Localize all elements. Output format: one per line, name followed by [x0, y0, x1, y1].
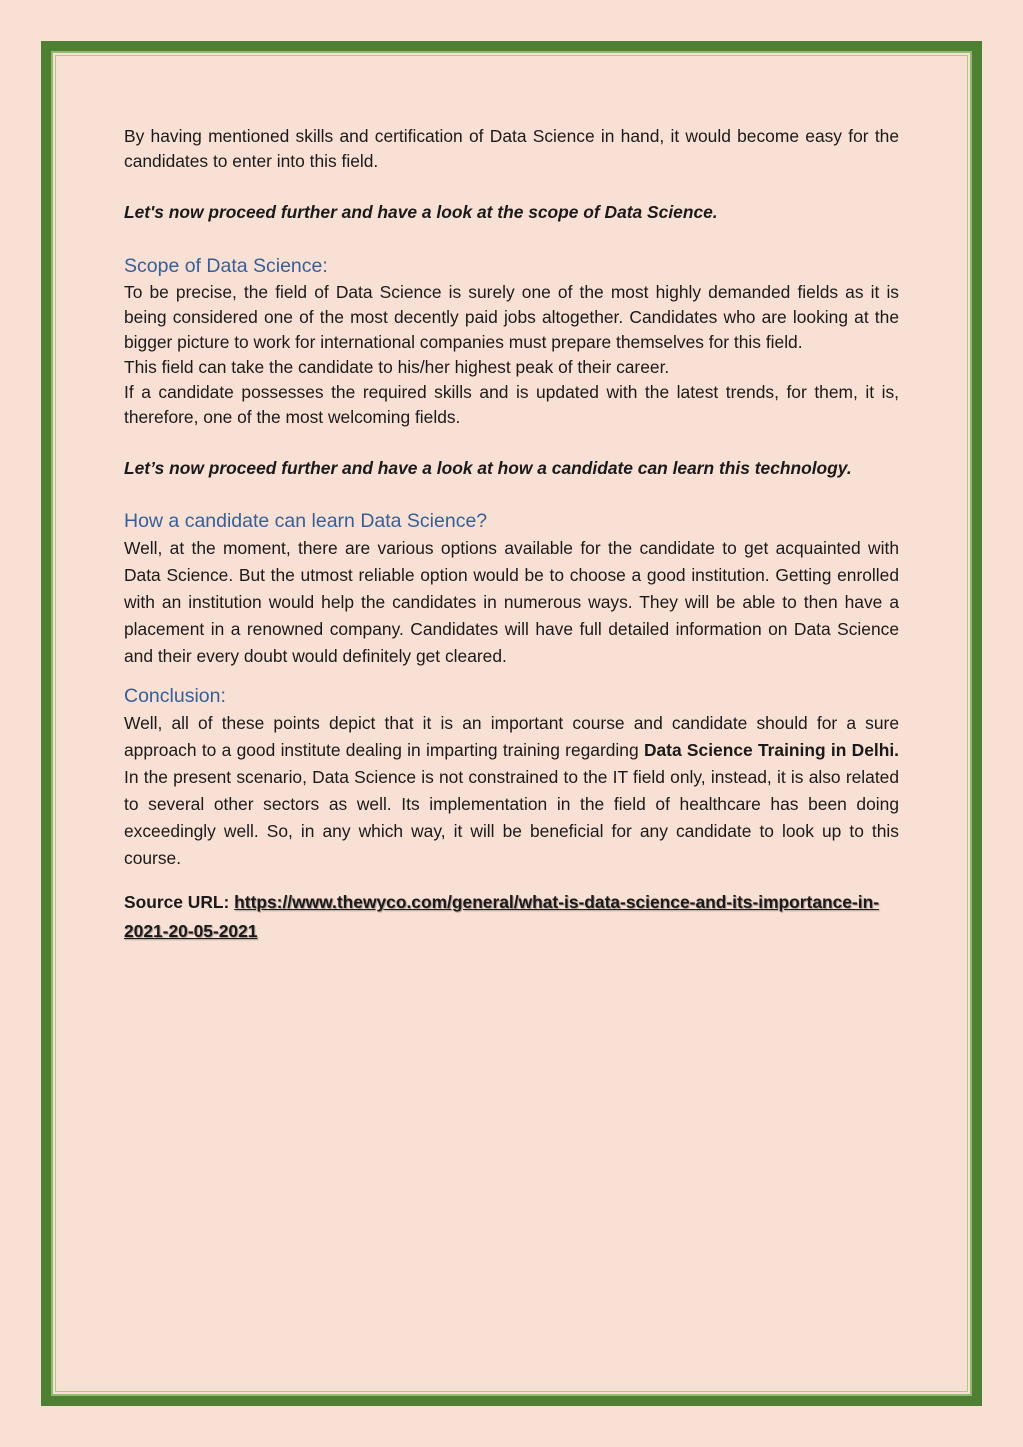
document-body [124, 124, 899, 946]
section-learn [124, 508, 899, 670]
source-url-link[interactable]: https://www.thewyco.com/general/what-is-data-science-and-its-importance-in-2021-20-05-2021 [124, 892, 880, 941]
conclusion-text-end: In the present scenario, Data Science is not constrained to the IT field only, instead, it is also related to several other sectors as well. Its implementation in the field of healthcare has been doing exceedingly well. So, in any which way, it will be beneficial for any candidate to look up to this course. [124, 767, 899, 868]
conclusion-text-start: Well, all of these points depict that it is an important course and candidate should for a sure approach to a good institute dealing in imparting training regarding [124, 713, 899, 760]
section-scope [124, 253, 899, 430]
scope-paragraph-3: If a candidate possesses the required skills and is updated with the latest trends, for them, it is, therefore, one of the most welcoming fields. [124, 382, 899, 427]
transition-learn: Let’s now proceed further and have a look at how a candidate can learn this technology. [124, 458, 852, 478]
conclusion-paragraph [124, 710, 899, 872]
conclusion-keyword: Data Science Training in Delhi. [643, 740, 899, 760]
learn-paragraph: Well, at the moment, there are various options available for the candidate to get acquainted with Data Science. But the utmost reliable option would be to choose a good institution. Getting enrolled with an institution would help the candidates in numerous ways. They will be able to then have a placement in a renowned company. Candidates will have full detailed information on Data Science and their every doubt would definitely get cleared. [124, 538, 899, 666]
scope-heading: Scope of Data Science: [124, 255, 328, 277]
intro-paragraph: By having mentioned skills and certification of Data Science in hand, it would become easy for the candidates to enter into this field. [124, 126, 899, 171]
scope-paragraph-1: To be precise, the field of Data Science is surely one of the most highly demanded fields as it is being considered one of the most decently paid jobs altogether. Candidates who are looking at the bigger picture to work for international companies must prepare themselves for this field. [124, 282, 899, 352]
transition-scope: Let's now proceed further and have a look at the scope of Data Science. [124, 202, 718, 222]
learn-heading: How a candidate can learn Data Science? [124, 510, 488, 532]
section-conclusion [124, 683, 899, 872]
source-label: Source URL: [124, 892, 230, 912]
source-line [124, 888, 899, 946]
conclusion-heading: Conclusion: [124, 685, 226, 707]
scope-paragraph-2: This field can take the candidate to his/her highest peak of their career. [124, 357, 670, 377]
